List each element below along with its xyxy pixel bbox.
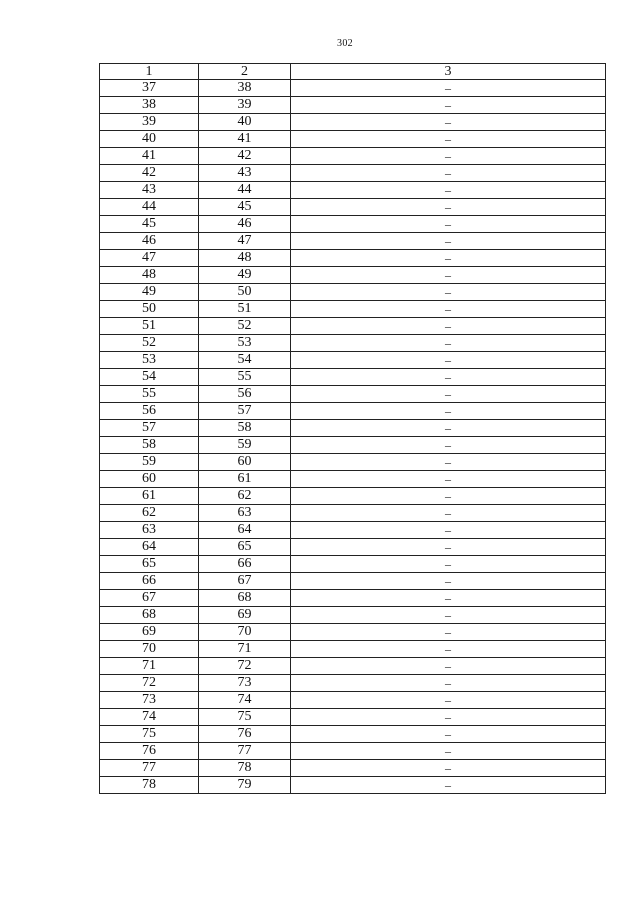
- row-col-2-cell: 63: [199, 505, 291, 522]
- row-col-3-cell: –: [291, 216, 606, 233]
- row-col-3-cell: –: [291, 743, 606, 760]
- row-col-2-cell: 54: [199, 352, 291, 369]
- row-col-1-cell: 56: [100, 403, 199, 420]
- table-row: [100, 539, 606, 556]
- row-col-1-cell: 63: [100, 522, 199, 539]
- row-col-3-cell: –: [291, 318, 606, 335]
- row-col-1-cell: 65: [100, 556, 199, 573]
- table-row: [100, 369, 606, 386]
- row-col-3-cell: –: [291, 641, 606, 658]
- table-row: [100, 658, 606, 675]
- table-row: [100, 403, 606, 420]
- row-col-1-cell: 40: [100, 131, 199, 148]
- row-col-3-cell: –: [291, 437, 606, 454]
- row-col-3-cell: –: [291, 760, 606, 777]
- table-row: [100, 777, 606, 794]
- row-col-2-cell: 48: [199, 250, 291, 267]
- row-col-3-cell: –: [291, 267, 606, 284]
- row-col-3-cell: –: [291, 590, 606, 607]
- table-row: [100, 420, 606, 437]
- row-col-2-cell: 56: [199, 386, 291, 403]
- row-col-2-cell: 47: [199, 233, 291, 250]
- row-col-1-cell: 58: [100, 437, 199, 454]
- row-col-2-cell: 41: [199, 131, 291, 148]
- row-col-3-cell: –: [291, 386, 606, 403]
- row-col-2-cell: 59: [199, 437, 291, 454]
- row-col-1-cell: 44: [100, 199, 199, 216]
- row-col-1-cell: 45: [100, 216, 199, 233]
- page-number: 302: [337, 38, 353, 49]
- table-row: [100, 726, 606, 743]
- row-col-2-cell: 50: [199, 284, 291, 301]
- row-col-3-cell: –: [291, 131, 606, 148]
- row-col-2-cell: 75: [199, 709, 291, 726]
- row-col-1-cell: 52: [100, 335, 199, 352]
- row-col-2-cell: 38: [199, 80, 291, 97]
- row-col-2-cell: 71: [199, 641, 291, 658]
- row-col-3-cell: –: [291, 403, 606, 420]
- row-col-3-cell: –: [291, 165, 606, 182]
- row-col-2-cell: 79: [199, 777, 291, 794]
- row-col-1-cell: 39: [100, 114, 199, 131]
- row-col-1-cell: 67: [100, 590, 199, 607]
- row-col-2-cell: 64: [199, 522, 291, 539]
- row-col-1-cell: 51: [100, 318, 199, 335]
- row-col-3-cell: –: [291, 556, 606, 573]
- table-row: [100, 352, 606, 369]
- table-row: [100, 335, 606, 352]
- table-row: [100, 318, 606, 335]
- row-col-2-cell: 61: [199, 471, 291, 488]
- row-col-1-cell: 73: [100, 692, 199, 709]
- row-col-3-cell: –: [291, 471, 606, 488]
- row-col-3-cell: –: [291, 97, 606, 114]
- table-row: [100, 267, 606, 284]
- data-table: [99, 63, 606, 794]
- row-col-1-cell: 47: [100, 250, 199, 267]
- row-col-2-cell: 58: [199, 420, 291, 437]
- row-col-1-cell: 41: [100, 148, 199, 165]
- row-col-1-cell: 46: [100, 233, 199, 250]
- table-row: [100, 284, 606, 301]
- row-col-2-cell: 76: [199, 726, 291, 743]
- table-row: [100, 97, 606, 114]
- row-col-1-cell: 69: [100, 624, 199, 641]
- row-col-1-cell: 75: [100, 726, 199, 743]
- table-row: [100, 165, 606, 182]
- row-col-3-cell: –: [291, 675, 606, 692]
- row-col-3-cell: –: [291, 454, 606, 471]
- row-col-1-cell: 70: [100, 641, 199, 658]
- row-col-2-cell: 74: [199, 692, 291, 709]
- table-row: [100, 590, 606, 607]
- row-col-1-cell: 38: [100, 97, 199, 114]
- row-col-1-cell: 53: [100, 352, 199, 369]
- row-col-3-cell: –: [291, 658, 606, 675]
- table-row: [100, 522, 606, 539]
- row-col-1-cell: 49: [100, 284, 199, 301]
- row-col-1-cell: 68: [100, 607, 199, 624]
- row-col-2-cell: 72: [199, 658, 291, 675]
- row-col-2-cell: 46: [199, 216, 291, 233]
- row-col-1-cell: 76: [100, 743, 199, 760]
- row-col-1-cell: 72: [100, 675, 199, 692]
- row-col-1-cell: 64: [100, 539, 199, 556]
- row-col-1-cell: 57: [100, 420, 199, 437]
- column-header-1: 1: [100, 64, 199, 80]
- row-col-2-cell: 55: [199, 369, 291, 386]
- row-col-3-cell: –: [291, 352, 606, 369]
- table-row: [100, 556, 606, 573]
- row-col-3-cell: –: [291, 80, 606, 97]
- table-row: [100, 573, 606, 590]
- row-col-2-cell: 53: [199, 335, 291, 352]
- table-row: [100, 301, 606, 318]
- row-col-2-cell: 67: [199, 573, 291, 590]
- row-col-1-cell: 66: [100, 573, 199, 590]
- row-col-2-cell: 60: [199, 454, 291, 471]
- table-row: [100, 760, 606, 777]
- row-col-3-cell: –: [291, 335, 606, 352]
- row-col-1-cell: 71: [100, 658, 199, 675]
- row-col-3-cell: –: [291, 301, 606, 318]
- table-row: [100, 675, 606, 692]
- table-row: [100, 386, 606, 403]
- table-row: [100, 505, 606, 522]
- row-col-3-cell: –: [291, 233, 606, 250]
- row-col-3-cell: –: [291, 182, 606, 199]
- row-col-3-cell: –: [291, 726, 606, 743]
- row-col-1-cell: 62: [100, 505, 199, 522]
- table-row: [100, 709, 606, 726]
- row-col-2-cell: 43: [199, 165, 291, 182]
- table-row: [100, 114, 606, 131]
- row-col-3-cell: –: [291, 573, 606, 590]
- table-row: [100, 471, 606, 488]
- table-row: [100, 80, 606, 97]
- row-col-2-cell: 77: [199, 743, 291, 760]
- table-row: [100, 182, 606, 199]
- row-col-2-cell: 62: [199, 488, 291, 505]
- row-col-1-cell: 61: [100, 488, 199, 505]
- row-col-2-cell: 70: [199, 624, 291, 641]
- row-col-2-cell: 66: [199, 556, 291, 573]
- table-row: [100, 233, 606, 250]
- row-col-1-cell: 78: [100, 777, 199, 794]
- row-col-3-cell: –: [291, 539, 606, 556]
- row-col-3-cell: –: [291, 284, 606, 301]
- row-col-3-cell: –: [291, 505, 606, 522]
- table-row: [100, 624, 606, 641]
- row-col-2-cell: 44: [199, 182, 291, 199]
- table-row: [100, 216, 606, 233]
- row-col-1-cell: 74: [100, 709, 199, 726]
- row-col-2-cell: 49: [199, 267, 291, 284]
- row-col-2-cell: 57: [199, 403, 291, 420]
- row-col-2-cell: 45: [199, 199, 291, 216]
- row-col-3-cell: –: [291, 250, 606, 267]
- column-header-2: 2: [199, 64, 291, 80]
- row-col-1-cell: 50: [100, 301, 199, 318]
- row-col-2-cell: 68: [199, 590, 291, 607]
- table-row: [100, 607, 606, 624]
- table-row: [100, 437, 606, 454]
- row-col-1-cell: 54: [100, 369, 199, 386]
- row-col-1-cell: 59: [100, 454, 199, 471]
- row-col-1-cell: 55: [100, 386, 199, 403]
- row-col-2-cell: 51: [199, 301, 291, 318]
- row-col-3-cell: –: [291, 709, 606, 726]
- row-col-1-cell: 43: [100, 182, 199, 199]
- row-col-3-cell: –: [291, 199, 606, 216]
- row-col-3-cell: –: [291, 114, 606, 131]
- table-body: [100, 64, 606, 794]
- table-row: [100, 743, 606, 760]
- row-col-2-cell: 52: [199, 318, 291, 335]
- row-col-3-cell: –: [291, 777, 606, 794]
- row-col-3-cell: –: [291, 522, 606, 539]
- row-col-1-cell: 77: [100, 760, 199, 777]
- row-col-1-cell: 60: [100, 471, 199, 488]
- row-col-2-cell: 39: [199, 97, 291, 114]
- table-row: [100, 131, 606, 148]
- table-row: [100, 641, 606, 658]
- row-col-2-cell: 78: [199, 760, 291, 777]
- row-col-1-cell: 37: [100, 80, 199, 97]
- row-col-2-cell: 65: [199, 539, 291, 556]
- table-row: [100, 488, 606, 505]
- row-col-2-cell: 42: [199, 148, 291, 165]
- row-col-1-cell: 42: [100, 165, 199, 182]
- table-row: [100, 148, 606, 165]
- row-col-3-cell: –: [291, 369, 606, 386]
- table-row: [100, 692, 606, 709]
- row-col-3-cell: –: [291, 148, 606, 165]
- row-col-3-cell: –: [291, 692, 606, 709]
- row-col-3-cell: –: [291, 488, 606, 505]
- row-col-3-cell: –: [291, 607, 606, 624]
- table-row: [100, 250, 606, 267]
- row-col-3-cell: –: [291, 624, 606, 641]
- column-header-3: 3: [291, 64, 606, 80]
- row-col-2-cell: 69: [199, 607, 291, 624]
- row-col-3-cell: –: [291, 420, 606, 437]
- row-col-2-cell: 40: [199, 114, 291, 131]
- table-header-row: [100, 64, 606, 80]
- row-col-2-cell: 73: [199, 675, 291, 692]
- table-row: [100, 199, 606, 216]
- table-row: [100, 454, 606, 471]
- row-col-1-cell: 48: [100, 267, 199, 284]
